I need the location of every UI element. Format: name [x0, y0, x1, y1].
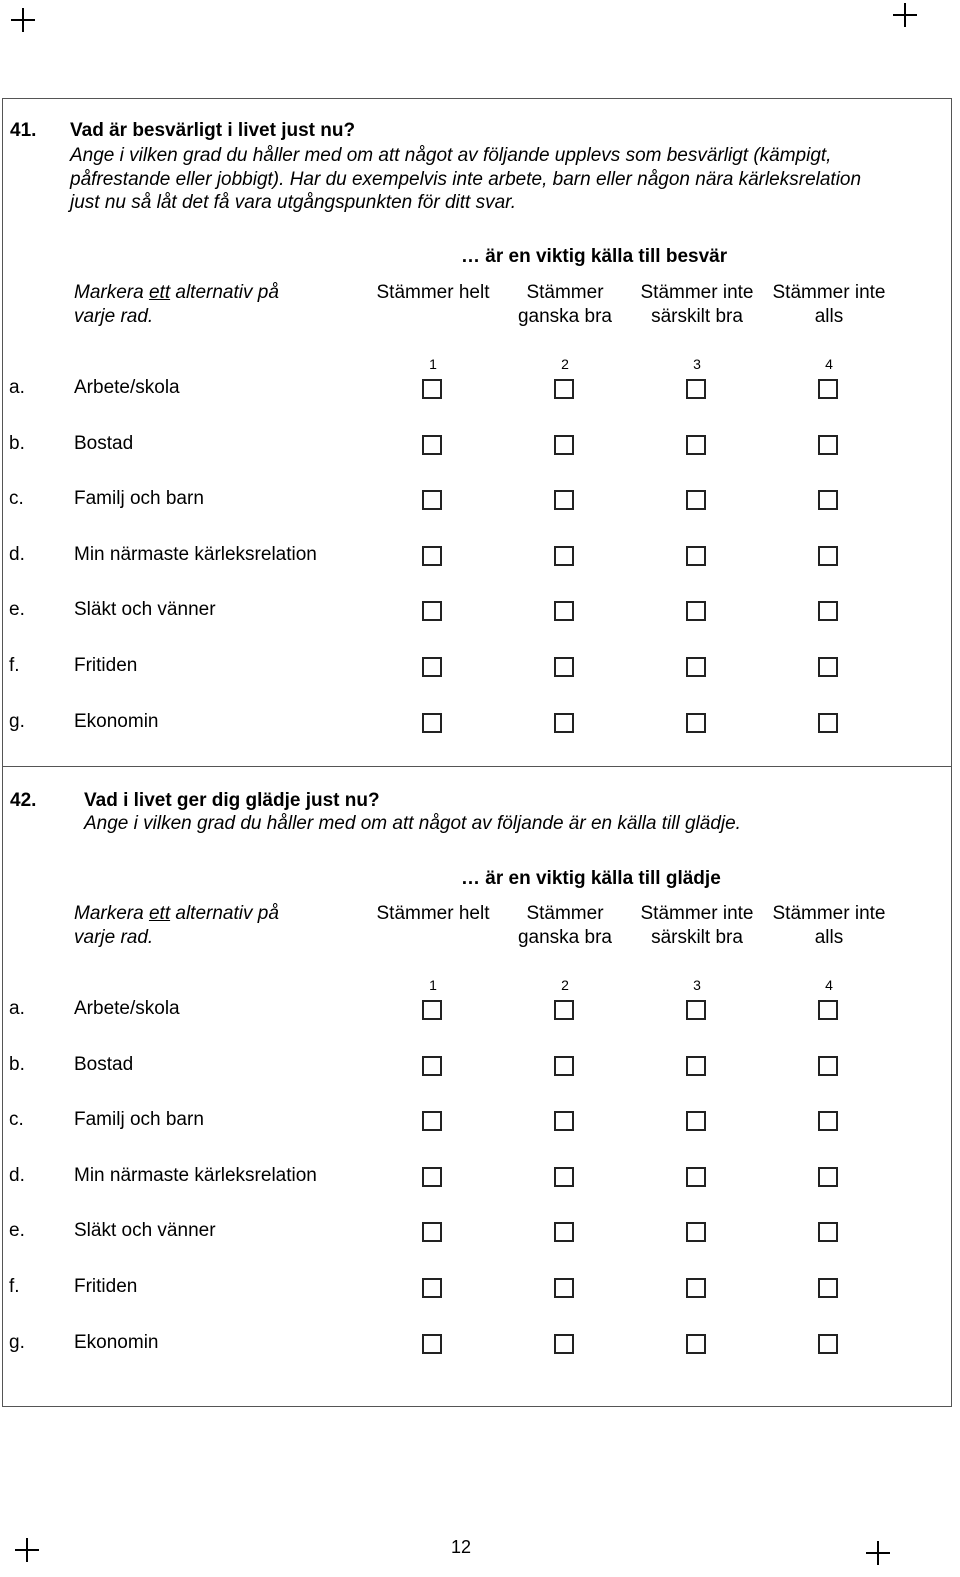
q42-row-label: Min närmaste kärleksrelation [74, 1164, 317, 1186]
q42-column-number-4: 4 [825, 977, 833, 993]
registration-mark-bottom-right [866, 1541, 890, 1565]
q42-checkbox-row-b-col-1[interactable] [422, 1056, 442, 1076]
registration-mark-top-left [11, 8, 35, 32]
question-41-instruction: Ange i vilken grad du håller med om att något av följande upplevs som besvärligt (kämpigt, påfrestande eller jobbigt). Har du exempelvis inte arbete, barn eller någon nära kärleksrelation just nu så låt det få vara utgångspunkten för ditt svar. [70, 145, 862, 213]
q42-row-letter: d. [9, 1164, 25, 1186]
q42-row-label: Fritiden [74, 1276, 138, 1297]
q41-checkbox-row-f-col-4[interactable] [818, 657, 838, 677]
q41-checkbox-row-c-col-1[interactable] [422, 490, 442, 510]
q42-checkbox-row-g-col-3[interactable] [686, 1334, 706, 1354]
q42-checkbox-row-e-col-3[interactable] [686, 1222, 706, 1242]
q41-row-label: Släkt och vänner [74, 599, 216, 621]
q42-column-header-1: Stämmer helt [376, 903, 490, 924]
q41-checkbox-row-c-col-3[interactable] [686, 490, 706, 510]
q41-checkbox-row-g-col-3[interactable] [686, 713, 706, 733]
q41-checkbox-row-c-col-4[interactable] [818, 490, 838, 510]
q42-row-letter: f. [9, 1276, 20, 1297]
q41-checkbox-row-b-col-2[interactable] [554, 435, 574, 455]
q41-mark-instruction: Markera ett alternativ på varje rad. [74, 282, 279, 327]
q42-checkbox-row-f-col-2[interactable] [554, 1278, 574, 1298]
q42-checkbox-row-a-col-2[interactable] [554, 1000, 574, 1020]
question-41-title: Vad är besvärligt i livet just nu? [70, 120, 356, 141]
registration-mark-top-right [893, 3, 917, 27]
question-41-scale-heading: … är en viktig källa till besvär [461, 246, 728, 267]
q42-row-label: Släkt och vänner [74, 1220, 216, 1242]
q42-checkbox-row-c-col-4[interactable] [818, 1111, 838, 1131]
question-42-instruction: Ange i vilken grad du håller med om att något av följande är en källa till glädje. [84, 813, 741, 834]
q41-checkbox-row-a-col-1[interactable] [422, 379, 442, 399]
q42-column-number-2: 2 [561, 977, 569, 993]
q42-checkbox-row-f-col-4[interactable] [818, 1278, 838, 1298]
q42-row-letter: c. [9, 1109, 24, 1131]
q41-row-letter: c. [9, 488, 24, 510]
q42-checkbox-row-c-col-1[interactable] [422, 1111, 442, 1131]
q42-checkbox-row-g-col-2[interactable] [554, 1334, 574, 1354]
q41-checkbox-row-b-col-3[interactable] [686, 435, 706, 455]
q41-checkbox-row-d-col-3[interactable] [686, 546, 706, 566]
q41-checkbox-row-g-col-4[interactable] [818, 713, 838, 733]
q42-checkbox-row-c-col-3[interactable] [686, 1111, 706, 1131]
q42-checkbox-row-b-col-3[interactable] [686, 1056, 706, 1076]
q41-checkbox-row-c-col-2[interactable] [554, 490, 574, 510]
q41-column-number-1: 1 [429, 356, 437, 372]
q42-checkbox-row-a-col-4[interactable] [818, 1000, 838, 1020]
q41-checkbox-row-a-col-3[interactable] [686, 379, 706, 399]
q42-checkbox-row-a-col-1[interactable] [422, 1000, 442, 1020]
q42-column-number-1: 1 [429, 977, 437, 993]
q42-checkbox-row-g-col-1[interactable] [422, 1334, 442, 1354]
question-42-scale-heading: … är en viktig källa till glädje [461, 868, 721, 889]
q42-checkbox-row-c-col-2[interactable] [554, 1111, 574, 1131]
question-42-box [2, 766, 952, 1407]
q42-checkbox-row-b-col-4[interactable] [818, 1056, 838, 1076]
q41-checkbox-row-b-col-1[interactable] [422, 435, 442, 455]
q42-mark-instruction: Markera ett alternativ på varje rad. [74, 903, 279, 948]
q42-row-label: Ekonomin [74, 1331, 159, 1353]
q42-checkbox-row-d-col-2[interactable] [554, 1167, 574, 1187]
q41-row-letter: a. [9, 377, 25, 398]
question-42-title: Vad i livet ger dig glädje just nu? [84, 790, 380, 811]
q41-row-label: Arbete/skola [74, 377, 180, 398]
q41-checkbox-row-g-col-2[interactable] [554, 713, 574, 733]
q42-checkbox-row-e-col-1[interactable] [422, 1222, 442, 1242]
registration-mark-bottom-left [15, 1538, 39, 1562]
q41-row-letter: d. [9, 543, 25, 565]
q42-column-header-2: Stämmer ganska bra [517, 903, 612, 948]
q41-checkbox-row-f-col-2[interactable] [554, 657, 574, 677]
q41-row-label: Ekonomin [74, 710, 159, 732]
q41-checkbox-row-f-col-3[interactable] [686, 657, 706, 677]
q41-column-number-3: 3 [693, 356, 701, 372]
q41-column-header-3: Stämmer inte särskilt bra [640, 282, 754, 327]
q42-row-label: Familj och barn [74, 1109, 204, 1131]
q42-checkbox-row-e-col-4[interactable] [818, 1222, 838, 1242]
q42-checkbox-row-f-col-1[interactable] [422, 1278, 442, 1298]
q42-checkbox-row-f-col-3[interactable] [686, 1278, 706, 1298]
q41-column-number-4: 4 [825, 356, 833, 372]
q42-row-letter: a. [9, 998, 25, 1019]
page-number: 12 [451, 1537, 472, 1557]
q41-column-header-1: Stämmer helt [376, 282, 490, 303]
q42-row-label: Bostad [74, 1053, 134, 1075]
q42-column-header-4: Stämmer inte alls [772, 903, 886, 948]
q41-checkbox-row-f-col-1[interactable] [422, 657, 442, 677]
q41-checkbox-row-e-col-2[interactable] [554, 601, 574, 621]
q42-checkbox-row-g-col-4[interactable] [818, 1334, 838, 1354]
q42-column-header-3: Stämmer inte särskilt bra [640, 903, 754, 948]
q42-checkbox-row-d-col-4[interactable] [818, 1167, 838, 1187]
q41-row-letter: b. [9, 432, 25, 454]
question-42-number: 42. [10, 790, 37, 811]
q41-column-number-2: 2 [561, 356, 569, 372]
q42-checkbox-row-b-col-2[interactable] [554, 1056, 574, 1076]
q42-checkbox-row-e-col-2[interactable] [554, 1222, 574, 1242]
q41-row-label: Bostad [74, 432, 134, 454]
question-41-number: 41. [10, 120, 37, 141]
q41-checkbox-row-e-col-4[interactable] [818, 601, 838, 621]
q42-row-letter: e. [9, 1220, 25, 1242]
q41-checkbox-row-g-col-1[interactable] [422, 713, 442, 733]
q42-row-letter: b. [9, 1053, 25, 1075]
q41-checkbox-row-d-col-4[interactable] [818, 546, 838, 566]
q41-row-letter: f. [9, 655, 20, 676]
q41-checkbox-row-d-col-1[interactable] [422, 546, 442, 566]
q42-column-number-3: 3 [693, 977, 701, 993]
q41-checkbox-row-a-col-4[interactable] [818, 379, 838, 399]
q41-checkbox-row-a-col-2[interactable] [554, 379, 574, 399]
q41-column-header-2: Stämmer ganska bra [517, 282, 612, 327]
q42-checkbox-row-d-col-3[interactable] [686, 1167, 706, 1187]
q41-checkbox-row-d-col-2[interactable] [554, 546, 574, 566]
q41-checkbox-row-e-col-1[interactable] [422, 601, 442, 621]
q42-checkbox-row-d-col-1[interactable] [422, 1167, 442, 1187]
q42-checkbox-row-a-col-3[interactable] [686, 1000, 706, 1020]
q41-checkbox-row-b-col-4[interactable] [818, 435, 838, 455]
q42-row-label: Arbete/skola [74, 998, 180, 1019]
q41-row-label: Familj och barn [74, 488, 204, 510]
q41-row-label: Fritiden [74, 655, 138, 676]
q41-row-letter: e. [9, 599, 25, 621]
q41-column-header-4: Stämmer inte alls [772, 282, 886, 327]
q41-row-label: Min närmaste kärleksrelation [74, 543, 317, 565]
q41-row-letter: g. [9, 710, 25, 732]
q41-checkbox-row-e-col-3[interactable] [686, 601, 706, 621]
q42-row-letter: g. [9, 1331, 25, 1353]
